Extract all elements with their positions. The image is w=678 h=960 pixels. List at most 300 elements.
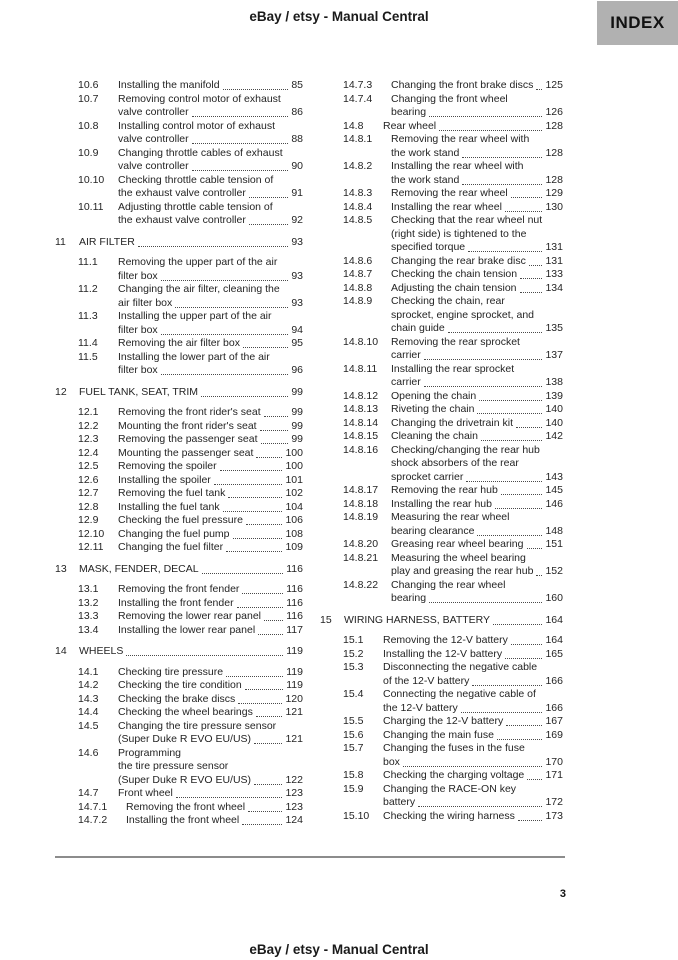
toc-entry-number: 10.7	[78, 92, 99, 105]
toc-entry-page: 116	[286, 596, 303, 609]
toc-entry-page: 121	[285, 706, 303, 718]
toc-entry-page: 104	[285, 500, 303, 513]
toc-entry-title: Removing the rear wheel	[391, 187, 508, 199]
dotted-leader	[192, 160, 289, 171]
toc-entry-page: 128	[545, 146, 563, 159]
toc-entry-title: the work stand	[391, 146, 460, 159]
dotted-leader	[243, 337, 288, 348]
toc-entry	[343, 363, 563, 390]
toc-entry	[343, 648, 563, 662]
toc-entry	[78, 801, 303, 815]
dotted-leader	[223, 79, 289, 90]
toc-entry	[78, 201, 303, 228]
toc-entry-page: 146	[545, 497, 563, 510]
toc-entry	[78, 787, 303, 801]
toc-entry	[343, 634, 563, 648]
toc-entry-number: 15.6	[343, 728, 364, 741]
toc-entry-title: bearing clearance	[391, 524, 475, 537]
toc-entry	[343, 484, 563, 498]
toc-entry-number: 15	[320, 613, 332, 626]
toc-entry-title: Changing the front brake discs	[391, 79, 534, 91]
dotted-leader	[439, 120, 542, 131]
toc-entry-page: 99	[291, 419, 303, 432]
toc-entry-page: 90	[291, 160, 303, 172]
toc-entry	[78, 174, 303, 201]
toc-left-column	[55, 79, 303, 828]
toc-entry-number: 14.7.1	[78, 800, 108, 813]
toc-entry-number: 14.1	[78, 665, 99, 678]
toc-entry-number: 10.11	[78, 200, 104, 213]
toc-entry-number: 15.8	[343, 769, 364, 781]
toc-entry-page: 125	[545, 79, 563, 91]
toc-entry-page: 126	[545, 106, 563, 118]
dotted-leader	[192, 106, 289, 117]
toc-entry	[343, 336, 563, 363]
toc-entry-title-line: Changing the fuses in the fuse	[383, 742, 525, 754]
toc-entry-title-line: Changing the rear wheel	[391, 578, 506, 591]
dotted-leader	[479, 390, 542, 401]
toc-entry	[78, 693, 303, 707]
toc-entry	[343, 810, 563, 824]
dotted-leader	[403, 756, 543, 767]
toc-entry-number: 15.4	[343, 688, 364, 700]
toc-entry	[343, 511, 563, 538]
toc-entry-title: Greasing rear wheel bearing	[391, 538, 524, 550]
toc-entry-title: Changing the drivetrain kit	[391, 416, 513, 429]
dotted-leader	[249, 187, 288, 198]
toc-entry-page: 119	[286, 645, 303, 657]
toc-entry-page: 171	[545, 769, 563, 781]
toc-entry-number: 12.7	[78, 487, 99, 499]
toc-entry-title: (Super Duke R EVO EU/US)	[118, 773, 252, 786]
toc-entry-title-line: Adjusting throttle cable tension of	[118, 200, 273, 213]
toc-entry-page: 165	[545, 647, 563, 660]
dotted-leader	[505, 648, 542, 659]
toc-entry-page: 100	[285, 446, 303, 459]
toc-entry	[78, 310, 303, 337]
dotted-leader	[161, 364, 289, 375]
toc-entry-title: play and greasing the rear hub	[391, 565, 534, 577]
bottom-rule	[55, 856, 565, 858]
toc-entry	[343, 295, 563, 336]
dotted-leader	[249, 214, 288, 225]
dotted-leader	[161, 324, 289, 335]
toc-entry-title: Charging the 12-V battery	[383, 715, 504, 727]
toc-entry-title-line: Changing the tire pressure sensor	[118, 719, 277, 732]
toc-entry-title: Removing the front rider's seat	[118, 406, 261, 418]
toc-entry-page: 91	[291, 187, 303, 199]
toc-entry-number: 14.8.9	[343, 295, 373, 307]
toc-entry	[343, 133, 563, 160]
toc-entry	[343, 538, 563, 552]
toc-entry	[78, 283, 303, 310]
toc-chapter	[55, 645, 303, 659]
toc-entry-number: 15.3	[343, 661, 364, 673]
toc-entry-title: air filter box	[118, 296, 173, 309]
toc-entry-page: 93	[291, 235, 303, 248]
toc-entry-title: Mounting the front rider's seat	[118, 419, 257, 432]
toc-entry-title-line: Removing control motor of exhaust	[118, 92, 281, 105]
dotted-leader	[264, 610, 283, 621]
toc-entry-number: 14.6	[78, 746, 99, 759]
toc-entry-page: 116	[286, 583, 303, 595]
toc-entry-page: 164	[545, 634, 563, 646]
toc-entry-page: 142	[545, 430, 563, 442]
toc-entry	[78, 406, 303, 420]
dotted-leader	[448, 322, 543, 333]
toc-entry	[343, 430, 563, 444]
toc-entry-title: WIRING HARNESS, BATTERY	[344, 613, 491, 626]
dotted-leader	[518, 810, 543, 821]
toc-entry-number: 14.7.3	[343, 79, 373, 91]
toc-entry-title: Removing the front wheel	[126, 800, 246, 813]
toc-entry-page: 169	[545, 728, 563, 741]
toc-entry-page: 138	[545, 376, 563, 388]
toc-entry	[78, 487, 303, 501]
dotted-leader	[477, 403, 542, 414]
dotted-leader	[481, 430, 542, 441]
toc-entry-title-line: Programming	[118, 746, 182, 759]
toc-entry-title-line: Checking/changing the rear hub	[391, 443, 540, 456]
toc-entry-title: the exhaust valve controller	[118, 214, 246, 226]
dotted-leader	[529, 255, 543, 266]
toc-entry-number: 14.8.19	[343, 511, 379, 523]
dotted-leader	[228, 487, 282, 498]
toc-entry-page: 119	[286, 679, 303, 691]
toc-entry-title-line: Changing the air filter, cleaning the	[118, 283, 280, 295]
toc-entry-number: 10.8	[78, 119, 99, 132]
dotted-leader	[501, 484, 543, 495]
toc-entry	[78, 814, 303, 828]
dotted-leader	[237, 597, 284, 608]
toc-entry-page: 128	[545, 173, 563, 186]
toc-entry	[343, 201, 563, 215]
toc-entry-title: Removing the 12-V battery	[383, 634, 508, 646]
dotted-leader	[468, 241, 542, 252]
dotted-leader	[192, 133, 289, 144]
toc-entry-number: 12.9	[78, 514, 99, 526]
dotted-leader	[520, 282, 543, 293]
toc-entry-page: 119	[286, 665, 303, 678]
toc-entry	[78, 433, 303, 447]
dotted-leader	[242, 583, 283, 594]
toc-entry	[78, 610, 303, 624]
dotted-leader	[260, 420, 289, 431]
toc-entry-number: 10.10	[78, 173, 105, 186]
toc-entry-page: 121	[285, 733, 303, 745]
toc-entry-number: 13.2	[78, 596, 99, 609]
toc-entry-title: Installing the front fender	[118, 596, 234, 609]
dotted-leader	[138, 236, 289, 247]
toc-entry-title-line: Measuring the wheel bearing	[391, 551, 526, 564]
toc-entry-title: Installing the manifold	[118, 79, 220, 91]
toc-entry-page: 137	[545, 349, 563, 361]
header-title: eBay / etsy - Manual Central	[249, 9, 429, 24]
toc-entry-number: 14.8.4	[343, 200, 373, 213]
toc-entry-title: (Super Duke R EVO EU/US)	[118, 733, 252, 745]
dotted-leader	[201, 386, 288, 397]
toc-entry-number: 14.8.18	[343, 497, 379, 510]
dotted-leader	[261, 433, 289, 444]
toc-entry-number: 12.11	[78, 541, 104, 553]
toc-entry-title: chain guide	[391, 322, 445, 334]
dotted-leader	[462, 147, 542, 158]
dotted-leader	[527, 538, 543, 549]
toc-entry-page: 131	[545, 254, 563, 267]
toc-entry-number: 13	[55, 562, 67, 575]
toc-entry-title: Changing the fuel filter	[118, 541, 224, 553]
dotted-leader	[242, 814, 282, 825]
toc-entry-title-line: Removing the rear sprocket	[391, 335, 520, 348]
toc-entry-number: 14	[55, 645, 67, 657]
toc-entry-number: 14.8.3	[343, 187, 373, 199]
toc-entry	[78, 583, 303, 597]
toc-entry-page: 120	[285, 692, 303, 705]
dotted-leader	[254, 733, 282, 744]
toc-entry-page: 95	[291, 337, 303, 349]
toc-entry-page: 86	[291, 106, 303, 118]
toc-entry-page: 100	[285, 460, 303, 472]
toc-entry-page: 145	[545, 484, 563, 496]
toc-entry-title: Removing the spoiler	[118, 460, 217, 472]
dotted-leader	[429, 592, 542, 603]
dotted-leader	[254, 774, 282, 785]
dotted-leader	[429, 106, 542, 117]
toc-entry-title: Installing the fuel tank	[118, 500, 220, 513]
dotted-leader	[497, 729, 543, 740]
dotted-leader	[418, 796, 542, 807]
toc-entry-page: 172	[545, 796, 563, 808]
toc-entry-number: 14.8.13	[343, 403, 379, 415]
toc-entry-number: 14.8.5	[343, 214, 373, 226]
toc-entry-page: 108	[285, 527, 303, 540]
toc-entry-number: 15.5	[343, 715, 364, 727]
dotted-leader	[511, 634, 543, 645]
toc-entry-page: 143	[545, 470, 563, 483]
dotted-leader	[506, 715, 542, 726]
dotted-leader	[256, 447, 282, 458]
toc-entry-number: 15.2	[343, 647, 364, 660]
toc-entry-number: 14.8.17	[343, 484, 379, 496]
toc-entry-title: Checking the wiring harness	[383, 809, 515, 822]
toc-entry-number: 14.8.12	[343, 389, 379, 402]
toc-entry	[78, 597, 303, 611]
toc-entry-title-line: Changing the front wheel	[391, 92, 508, 105]
dotted-leader	[258, 624, 283, 635]
toc-entry-number: 11.3	[78, 310, 98, 322]
toc-entry-number: 11.4	[78, 337, 98, 349]
toc-entry-page: 101	[285, 473, 303, 486]
toc-entry-number: 14.8.14	[343, 416, 379, 429]
toc-entry-number: 10.6	[78, 79, 99, 91]
toc-entry-page: 131	[545, 241, 563, 253]
toc-entry-number: 14.3	[78, 692, 99, 705]
toc-entry	[78, 528, 303, 542]
dotted-leader	[424, 349, 543, 360]
toc-entry	[343, 444, 563, 485]
toc-entry-title-line: Checking that the rear wheel nut	[391, 214, 543, 226]
toc-entry-page: 96	[291, 364, 303, 376]
toc-entry-title-line: Checking throttle cable tension of	[118, 173, 274, 186]
toc-entry-number: 12	[55, 385, 67, 398]
toc-entry-number: 13.1	[78, 583, 99, 595]
toc-entry-number: 15.7	[343, 742, 364, 754]
toc-entry-page: 85	[291, 79, 303, 91]
toc-entry-page: 93	[291, 296, 303, 309]
toc-entry-title: Opening the chain	[391, 389, 477, 402]
toc-entry-number: 14.2	[78, 679, 99, 691]
toc-entry-number: 13.3	[78, 610, 99, 622]
toc-entry-title-line: Checking the chain, rear	[391, 295, 505, 307]
toc-chapter	[320, 614, 563, 628]
dotted-leader	[202, 563, 284, 574]
toc-entry-title-line: Installing control motor of exhaust	[118, 119, 275, 132]
toc-entry-page: 166	[545, 701, 563, 714]
toc-right-column	[320, 79, 563, 828]
dotted-leader	[248, 801, 282, 812]
toc-entry-number: 14.5	[78, 719, 99, 732]
toc-entry-title: the work stand	[391, 173, 460, 186]
toc-entry	[78, 420, 303, 434]
toc-entry-number: 14.8	[343, 119, 364, 132]
toc-entry-page: 170	[545, 755, 563, 768]
toc-entry-page: 123	[285, 787, 303, 799]
toc-entry-page: 99	[291, 385, 303, 398]
toc-entry	[343, 187, 563, 201]
toc-entry-number: 14.7.4	[343, 92, 373, 105]
toc-entry	[343, 282, 563, 296]
toc-entry-number: 12.1	[78, 406, 99, 418]
toc-entry-page: 140	[545, 416, 563, 429]
toc-entry	[343, 715, 563, 729]
toc-entry-number: 15.9	[343, 782, 364, 795]
toc-entry-title: Rear wheel	[383, 119, 437, 132]
toc-entry-title: Mounting the passenger seat	[118, 446, 254, 459]
toc-entry-page: 94	[291, 323, 303, 336]
toc-entry-number: 14.8.1	[343, 133, 373, 145]
toc-entry-title-line: Installing the lower part of the air	[118, 350, 270, 363]
toc-entry	[343, 688, 563, 715]
toc-entry-number: 14.8.22	[343, 578, 379, 591]
dotted-leader	[462, 174, 542, 185]
toc-entry-title: Installing the rear hub	[391, 497, 492, 510]
toc-entry-page: 93	[291, 269, 303, 282]
toc-entry-page: 124	[285, 814, 303, 826]
toc-entry	[343, 93, 563, 120]
dotted-leader	[536, 565, 542, 576]
toc-entry	[343, 214, 563, 255]
toc-entry-number: 14.8.11	[343, 362, 378, 375]
dotted-leader	[472, 675, 542, 686]
dotted-leader	[493, 614, 542, 625]
toc-entry-title: filter box	[118, 269, 158, 282]
toc-entry-title: bearing	[391, 106, 427, 118]
toc-entry-number: 14.8.6	[343, 254, 373, 267]
toc-entry-title: of the 12-V battery	[383, 674, 470, 687]
toc-entry-title-line: sprocket, engine sprocket, and	[391, 308, 535, 321]
toc-entry-number: 12.4	[78, 446, 99, 459]
toc-entry-title: Removing the lower rear panel	[118, 610, 261, 622]
toc-entry-title: Checking the brake discs	[118, 692, 236, 705]
dotted-leader	[256, 706, 283, 717]
dotted-leader	[511, 187, 543, 198]
toc-entry-number: 15.10	[343, 809, 370, 822]
toc-entry-number: 11	[55, 235, 66, 248]
toc-entry-title-line: Removing the rear wheel with	[391, 133, 530, 145]
dotted-leader	[516, 417, 542, 428]
toc-entry-page: 167	[545, 715, 563, 727]
toc-entry-title: carrier	[391, 349, 421, 361]
toc-entry	[78, 120, 303, 147]
toc-entry-title-line: (right side) is tightened to the	[391, 227, 527, 240]
toc-entry-page: 134	[545, 281, 563, 294]
toc-entry	[78, 460, 303, 474]
toc-entry	[343, 120, 563, 134]
toc-entry-page: 152	[545, 565, 563, 577]
toc-entry-title-line: Connecting the negative cable of	[383, 688, 536, 700]
dotted-leader	[424, 376, 543, 387]
toc-entry-title: Checking tire pressure	[118, 665, 224, 678]
toc-entry-title: carrier	[391, 376, 421, 388]
toc-entry-title: Removing the passenger seat	[118, 433, 258, 445]
toc-entry-number: 12.8	[78, 500, 99, 513]
toc-entry	[343, 79, 563, 93]
toc-entry-title: filter box	[118, 323, 158, 336]
toc-entry-number: 12.10	[78, 527, 105, 540]
dotted-leader	[477, 525, 542, 536]
dotted-leader	[461, 702, 543, 713]
toc-entry-title: filter box	[118, 364, 158, 376]
toc-entry-number: 13.4	[78, 623, 99, 636]
dotted-leader	[495, 498, 542, 509]
toc-entry-page: 116	[286, 610, 303, 622]
toc-entry	[78, 474, 303, 488]
toc-entry	[78, 706, 303, 720]
toc-entry-title: Removing the air filter box	[118, 337, 240, 349]
toc-entry-page: 166	[545, 674, 563, 687]
dotted-leader	[505, 201, 543, 212]
dotted-leader	[175, 297, 288, 308]
toc-entry-page: 164	[545, 613, 563, 626]
toc-entry	[78, 541, 303, 555]
toc-entry-title: battery	[383, 796, 416, 808]
toc-entry-title: sprocket carrier	[391, 470, 464, 483]
toc-entry	[78, 147, 303, 174]
toc-entry-title: Removing the front fender	[118, 583, 240, 595]
toc-entry-number: 12.2	[78, 419, 99, 432]
toc-entry-number: 14.4	[78, 706, 99, 718]
toc-entry	[343, 160, 563, 187]
toc-entry-title-line: Changing throttle cables of exhaust	[118, 146, 283, 159]
toc-entry-page: 133	[545, 268, 563, 280]
toc-entry	[343, 783, 563, 810]
toc-entry	[78, 79, 303, 93]
toc-entry-number: 14.8.7	[343, 268, 373, 280]
toc-entry-page: 173	[545, 809, 563, 822]
dotted-leader	[223, 501, 283, 512]
toc-entry-page: 135	[545, 322, 563, 334]
toc-entry-title: Changing the rear brake disc	[391, 254, 526, 267]
dotted-leader	[233, 528, 283, 539]
toc-entry	[343, 268, 563, 282]
toc-entry	[343, 769, 563, 783]
toc-entry-number: 14.8.16	[343, 443, 379, 456]
toc-entry	[78, 93, 303, 120]
toc-entry-title: specified torque	[391, 241, 466, 253]
toc-entry-number: 11.5	[78, 350, 98, 363]
toc-entry-number: 14.8.8	[343, 281, 373, 294]
toc-entry-title: the 12-V battery	[383, 701, 458, 714]
